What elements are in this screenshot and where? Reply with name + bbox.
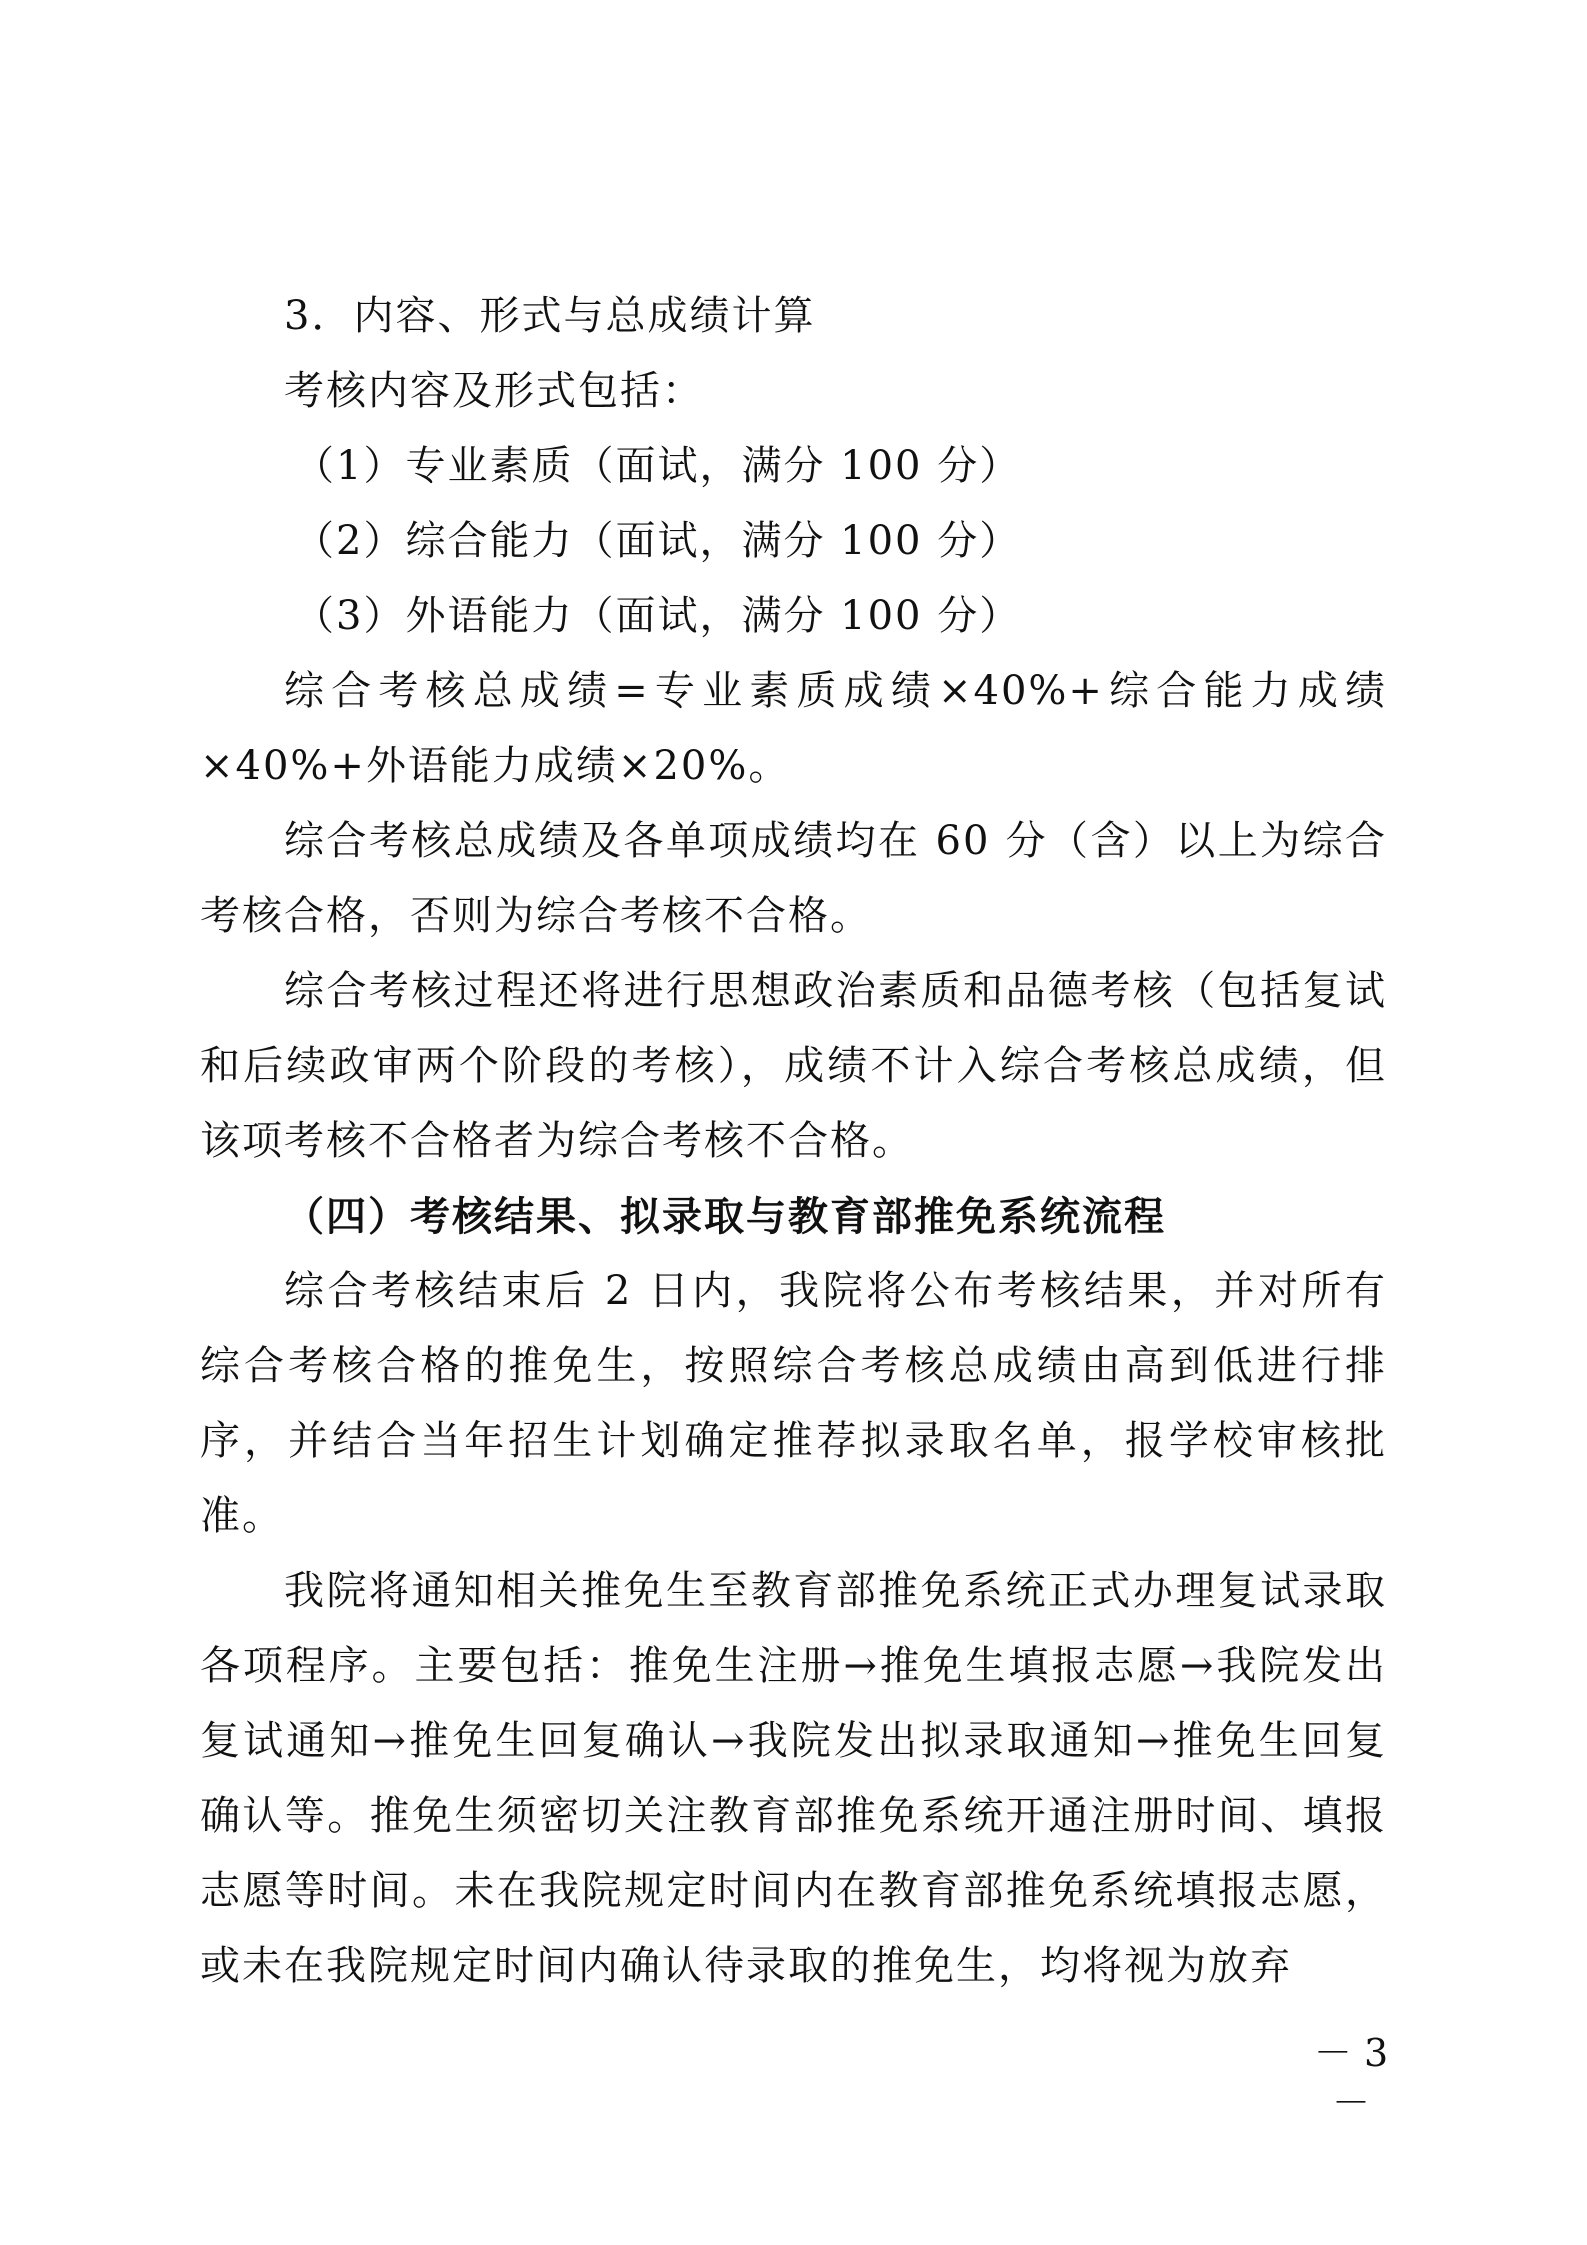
list-item-comprehensive-ability: （2）综合能力（面试，满分 100 分） [294,518,1022,564]
body-text [200,279,1387,2004]
paragraph-total-score-formula: 综合考核总成绩=专业素质成绩×40%+综合能力成绩×40%+外语能力成绩×20%。 [200,668,1387,789]
paragraph-assessment-intro: 考核内容及形式包括： [284,368,704,414]
paragraph-results-announcement: 综合考核结束后 2 日内，我院将公布考核结果，并对所有综合考核合格的推免生，按照综合考核总成绩由高到低进行排序，并结合当年招生计划确定推荐拟录取名单，报学校审核批准。 [200,1268,1387,1539]
list-item-foreign-language: （3）外语能力（面试，满分 100 分） [294,593,1022,639]
paragraph-section-3-title: 3．内容、形式与总成绩计算 [284,293,816,339]
paragraph-system-procedure: 我院将通知相关推免生至教育部推免系统正式办理复试录取各项程序。主要包括：推免生注册→推免生填报志愿→我院发出复试通知→推免生回复确认→我院发出拟录取通知→推免生回复确认等。推免生须密切关注教育部推免系统开通注册时间、填报志愿等时间。未在我院规定时间内在教育部推免系统填报志愿，或未在我院规定时间内确认待录取的推免生，均将视为放弃 [200,1568,1387,1989]
page-number: － 3 － [1313,2031,1389,2125]
paragraph-pass-criteria: 综合考核总成绩及各单项成绩均在 60 分（含）以上为综合考核合格，否则为综合考核不合格。 [200,818,1387,939]
paragraph-political-assessment: 综合考核过程还将进行思想政治素质和品德考核（包括复试和后续政审两个阶段的考核），成绩不计入综合考核总成绩，但该项考核不合格者为综合考核不合格。 [200,968,1387,1164]
list-item-professional-quality: （1）专业素质（面试，满分 100 分） [294,443,1022,489]
section-heading-results: （四）考核结果、拟录取与教育部推免系统流程 [284,1193,1166,1240]
